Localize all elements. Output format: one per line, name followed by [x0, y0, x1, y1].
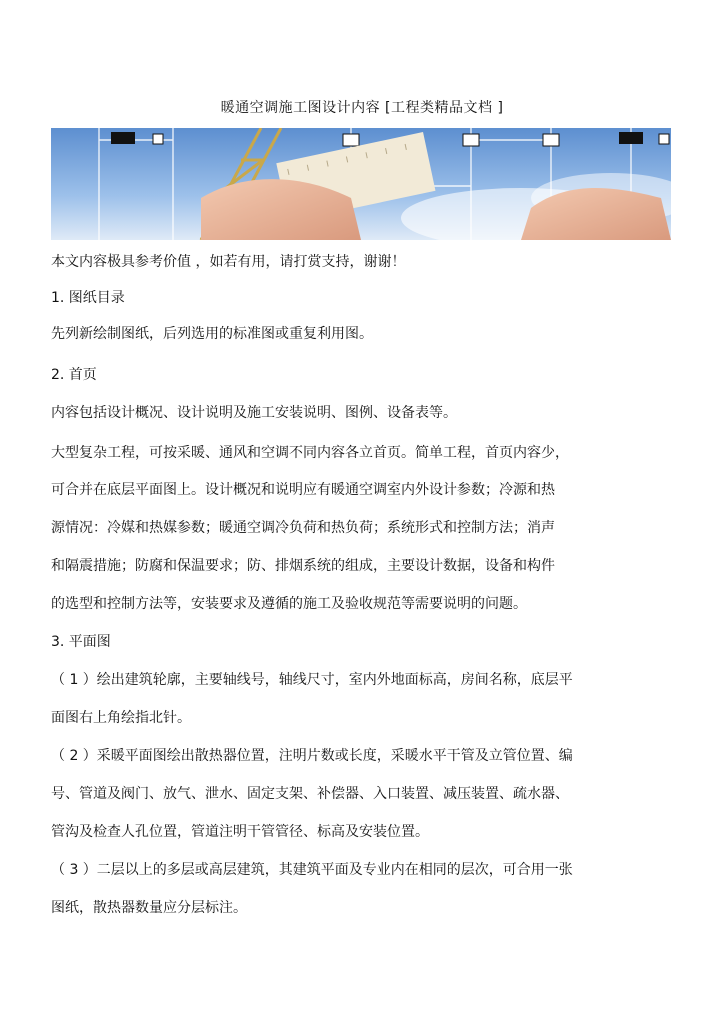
document-title: 暖通空调施工图设计内容 [工程类精品文档 ]	[220, 100, 504, 116]
text-line: 2. 首页	[51, 367, 97, 383]
text-line: 号、管道及阀门、放气、泄水、固定支架、补偿器、入口装置、减压装置、疏水器、	[51, 786, 569, 802]
text-line: 管沟及检查人孔位置，管道注明干管管径、标高及安装位置。	[51, 824, 429, 840]
text-line: 1. 图纸目录	[51, 290, 125, 306]
text-line: 先列新绘制图纸，后列选用的标准图或重复利用图。	[51, 326, 373, 342]
banner-image	[51, 128, 671, 240]
text-line: 源情况：冷媒和热媒参数；暖通空调冷负荷和热负荷；系统形式和控制方法；消声	[51, 520, 555, 536]
text-line: 可合并在底层平面图上。设计概况和说明应有暖通空调室内外设计参数；冷源和热	[51, 482, 555, 498]
text-line: （ 3 ）二层以上的多层或高层建筑，其建筑平面及专业内在相同的层次，可合用一张	[51, 862, 573, 878]
text-line: 面图右上角绘指北针。	[51, 710, 191, 726]
text-line: 内容包括设计概况、设计说明及施工安装说明、图例、设备表等。	[51, 405, 457, 421]
text-line: 图纸，散热器数量应分层标注。	[51, 900, 247, 916]
text-line: 大型复杂工程，可按采暖、通风和空调不同内容各立首页。简单工程，首页内容少，	[51, 445, 569, 461]
text-line: 的选型和控制方法等，安装要求及遵循的施工及验收规范等需要说明的问题。	[51, 596, 527, 612]
banner-illustration	[51, 128, 671, 240]
intro-text: 本文内容极具参考价值 ，如若有用，请打赏支持，谢谢！	[51, 254, 406, 270]
text-line: 3. 平面图	[51, 634, 111, 650]
text-line: 和隔震措施；防腐和保温要求；防、排烟系统的组成，主要设计数据，设备和构件	[51, 558, 555, 574]
text-line: （ 1 ）绘出建筑轮廓，主要轴线号，轴线尺寸，室内外地面标高，房间名称，底层平	[51, 672, 573, 688]
text-line: （ 2 ）采暖平面图绘出散热器位置，注明片数或长度，采暖水平干管及立管位置、编	[51, 748, 573, 764]
